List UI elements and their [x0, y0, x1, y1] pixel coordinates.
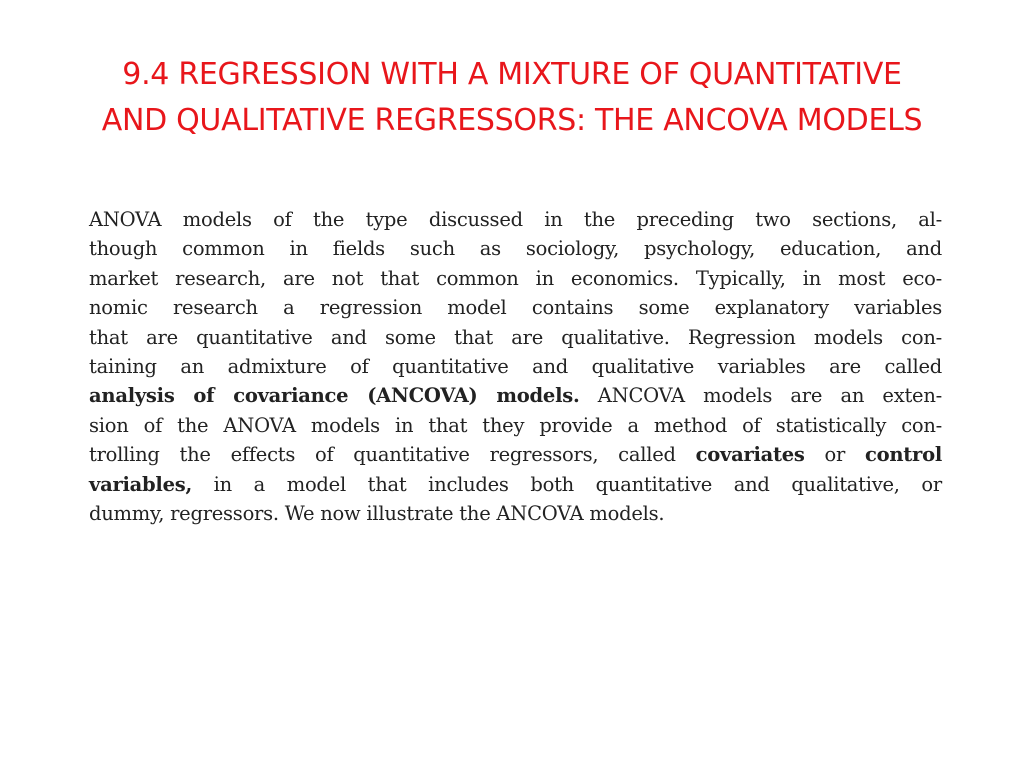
excerpt-line-8: sion of the ANOVA models in that they provide a method of statistically con- — [89, 413, 942, 437]
textbook-excerpt — [89, 205, 942, 528]
excerpt-line-7 — [89, 381, 942, 410]
excerpt-line-9-start: trolling the effects of quantitative regressors, called — [89, 443, 696, 467]
excerpt-line-2: though common in fields such as sociology, psychology, education, and — [89, 237, 942, 261]
excerpt-line-3: market research, are not that common in economics. Typically, in most eco- — [89, 266, 942, 290]
excerpt-line-10 — [89, 470, 942, 499]
term-covariates: covariates — [695, 443, 805, 467]
term-ancova-models: analysis of covariance (ANCOVA) models. — [89, 384, 580, 408]
excerpt-line-11: dummy, regressors. We now illustrate the ANCOVA models. — [89, 501, 665, 525]
excerpt-line-10-rest: in a model that includes both quantitative and qualitative, or — [192, 472, 942, 496]
excerpt-line-6: taining an admixture of quantitative and qualitative variables are called — [89, 354, 942, 378]
excerpt-line-4: nomic research a regression model contains some explanatory variables — [89, 296, 942, 320]
excerpt-line-7-rest: ANCOVA models are an exten- — [579, 384, 942, 408]
term-control: control — [864, 443, 942, 467]
excerpt-line-9 — [89, 440, 942, 469]
excerpt-line-9-or: or — [804, 443, 865, 467]
excerpt-line-1: ANOVA models of the type discussed in the preceding two sections, al- — [89, 208, 942, 231]
term-variables: variables, — [89, 472, 192, 496]
slide-title — [40, 52, 984, 144]
slide-title-line-1: 9.4 REGRESSION WITH A MIXTURE OF QUANTITATIVE — [122, 57, 902, 92]
excerpt-line-5: that are quantitative and some that are qualitative. Regression models con- — [89, 325, 942, 349]
slide-title-line-2: AND QUALITATIVE REGRESSORS: THE ANCOVA MODELS — [101, 103, 923, 138]
